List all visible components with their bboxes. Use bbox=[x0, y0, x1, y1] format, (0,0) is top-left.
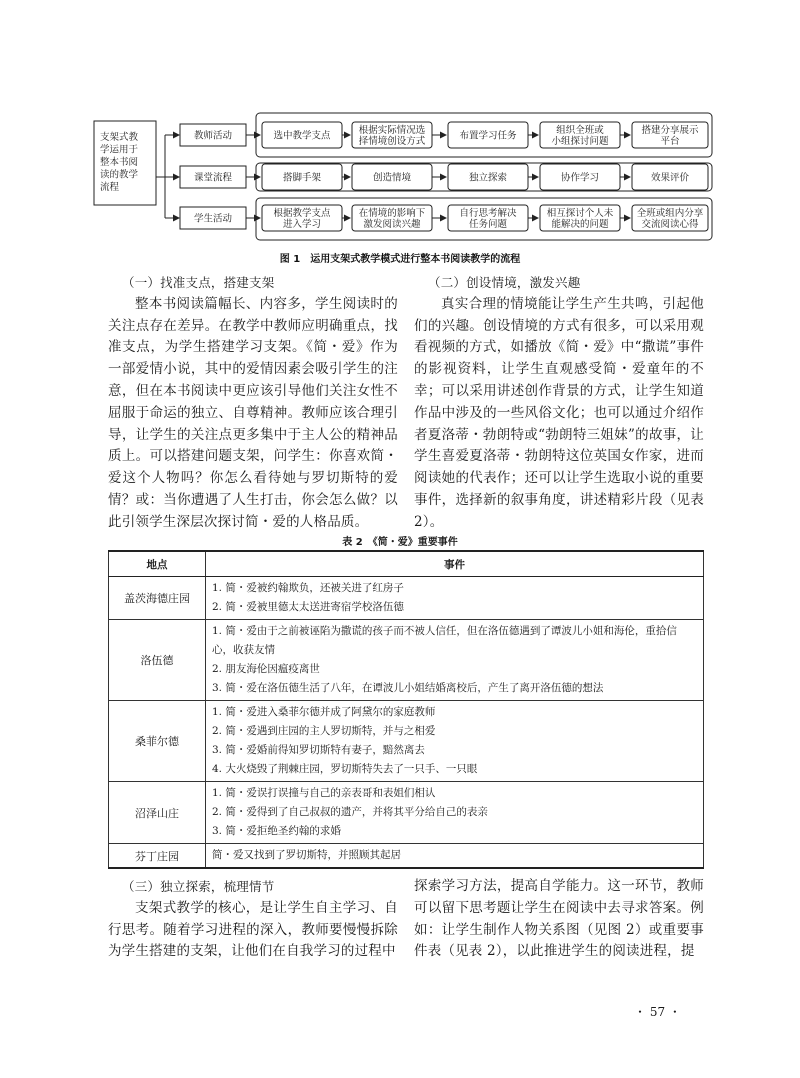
flow-step-label: 协作学习 bbox=[560, 172, 600, 184]
flow-step-label: 择情境创设方式 bbox=[358, 136, 426, 147]
event-item: 3. 简・爱拒绝圣约翰的求婚 bbox=[212, 825, 341, 837]
table-row bbox=[109, 844, 704, 869]
flow-step-label: 根据实际情况选 bbox=[358, 125, 426, 136]
event-item: 1. 简・爱由于之前被诬陷为撒谎的孩子而不被人信任，但在洛伍德遇到了谭波儿小姐和海伦，重拾信心，收获友情 bbox=[212, 625, 677, 656]
flow-step-label: 效果评价 bbox=[650, 172, 690, 184]
flow-step-label: 自行思考解决 bbox=[459, 208, 517, 219]
table-header-row bbox=[109, 551, 704, 577]
flow-step-label: 能解决的问题 bbox=[551, 219, 609, 230]
section-2 bbox=[414, 272, 704, 534]
table-caption: 表 2 《简・爱》重要事件 bbox=[342, 537, 458, 548]
section-3-paragraph: 支架式教学的核心，是让学生自主学习、自行思考。随着学习进程的深入，教师要慢慢拆除为学生搭建的支架，让他们在自我学习的过程中 bbox=[108, 899, 398, 960]
section-1-paragraph: 整本书阅读篇幅长、内容多，学生阅读时的关注点存在差异。在教学中教师应明确重点，找准支点，为学生搭建学习支架。《简・爱》作为一部爱情小说，其中的爱情因素会吸引学生的注意，但在本书阅读中更应该引导他们关注女性不屈服于命运的独立、自尊精神。教师应该合理引导，让学生的关注点更多集中于主人公的精神品质上。可以搭建问题支架，问学生：你喜欢简・爱这个人物吗？你怎么看待她与罗切斯特的爱情？或：当你遭遇了人生打击，你会怎么做？以此引领学生深层次探讨简・爱的人格品质。 bbox=[108, 295, 398, 530]
flow-root-label: 整本书阅 bbox=[100, 157, 139, 168]
table-cell-location: 盖茨海德庄园 bbox=[109, 577, 206, 620]
event-item: 2. 简・爱得到了自己叔叔的遗产，并将其平分给自己的表亲 bbox=[212, 806, 488, 818]
table-cell-events bbox=[206, 620, 704, 701]
section-2-paragraph: 真实合理的情境能让学生产生共鸣，引起他们的兴趣。创设情境的方式有很多，可以采用观看视频的方式，如播放《简・爱》中“撒谎”事件的影视资料，让学生直观感受简・爱童年的不幸；可以采用讲述创作背景的方式，让学生知道作品中涉及的一些风俗文化；也可以通过介绍作者夏洛蒂・勃朗特或“勃朗特三姐妹”的故事，让学生喜爱夏洛蒂・勃朗特这位英国女作家，进而阅读她的代表作；还可以让学生选取小说的重要事件，选择新的叙事角度，讲述精彩片段（见表 2）。 bbox=[414, 295, 704, 530]
flow-diagram-svg bbox=[0, 0, 800, 250]
table-cell-events bbox=[206, 577, 704, 620]
figure-caption: 图 1 运用支架式教学模式进行整本书阅读教学的流程 bbox=[279, 254, 521, 265]
flow-diagram bbox=[0, 0, 800, 250]
section-3-continued-paragraph: 探索学习方法，提高自学能力。这一环节，教师可以留下思考题让学生在阅读中去寻求答案。例如：让学生制作人物关系图（见图 2）或重要事件表（见表 2），以此推进学生的阅读进程，提 bbox=[414, 878, 704, 960]
table-cell-events bbox=[206, 701, 704, 782]
section-1 bbox=[108, 272, 398, 534]
event-item: 简・爱又找到了罗切斯特，并照顾其起居 bbox=[212, 849, 401, 861]
flow-row-label: 学生活动 bbox=[193, 213, 233, 225]
event-item: 1. 简・爱误打误撞与自己的亲表哥和表姐们相认 bbox=[212, 787, 436, 799]
event-item: 2. 简・爱被里德太太送进寄宿学校洛伍德 bbox=[212, 601, 404, 613]
table-row bbox=[109, 577, 704, 620]
section-3-continued bbox=[414, 876, 704, 963]
flow-step-label: 小组探讨问题 bbox=[551, 136, 609, 147]
table-cell-location: 芬丁庄园 bbox=[109, 844, 206, 869]
flow-step-label: 交流阅读心得 bbox=[641, 219, 699, 230]
event-item: 2. 简・爱遇到庄园的主人罗切斯特，并与之相爱 bbox=[212, 725, 436, 737]
flow-root-label: 读的教学 bbox=[100, 169, 139, 181]
flow-step-label: 布置学习任务 bbox=[459, 130, 517, 142]
section-1-heading: （一）找准支点，搭建支架 bbox=[122, 275, 275, 290]
flow-step-label: 根据教学支点 bbox=[273, 208, 331, 219]
event-item: 3. 简・爱婚前得知罗切斯特有妻子，黯然离去 bbox=[212, 744, 425, 756]
flow-root-label: 流程 bbox=[100, 182, 120, 193]
event-item: 1. 简・爱被约翰欺负，还被关进了红房子 bbox=[212, 582, 404, 594]
flow-step-label: 进入学习 bbox=[282, 219, 322, 230]
table-cell-location: 桑菲尔德 bbox=[109, 701, 206, 782]
table-cell-events bbox=[206, 844, 704, 869]
table-row bbox=[109, 701, 704, 782]
table-cell-events bbox=[206, 782, 704, 844]
header-location: 地点 bbox=[109, 551, 206, 577]
section-3-heading: （三）独立探索，梳理情节 bbox=[122, 879, 275, 894]
header-events: 事件 bbox=[206, 551, 704, 577]
flow-root-label: 学运用于 bbox=[100, 144, 139, 156]
table-row bbox=[109, 620, 704, 701]
table-body bbox=[109, 577, 704, 869]
flow-step-label: 选中教学支点 bbox=[273, 130, 331, 142]
events-table bbox=[108, 550, 704, 869]
flow-step-label: 相互探讨个人未 bbox=[546, 208, 614, 219]
flow-step-label: 搭建分享展示 bbox=[641, 125, 699, 136]
flow-step-label: 任务问题 bbox=[468, 219, 508, 230]
flow-step-label: 激发阅读兴趣 bbox=[363, 219, 421, 230]
event-item: 4. 大火烧毁了荆棘庄园，罗切斯特失去了一只手、一只眼 bbox=[212, 763, 478, 775]
flow-root-label: 支架式教 bbox=[100, 132, 139, 143]
flow-row-label: 教师活动 bbox=[193, 130, 233, 142]
flow-step-label: 创造情境 bbox=[372, 172, 412, 184]
event-item: 2. 朋友海伦因瘟疫离世 bbox=[212, 663, 320, 675]
flow-row-label: 课堂流程 bbox=[193, 172, 233, 184]
table-row bbox=[109, 782, 704, 844]
event-item: 3. 简・爱在洛伍德生活了八年，在谭波儿小姐结婚离校后，产生了离开洛伍德的想法 bbox=[212, 682, 604, 694]
flow-step-label: 在情境的影响下 bbox=[358, 208, 426, 219]
flow-step-label: 平台 bbox=[660, 136, 680, 147]
flow-step-label: 搭脚手架 bbox=[282, 172, 322, 184]
flow-step-label: 组织全班或 bbox=[556, 125, 604, 136]
event-item: 1. 简・爱进入桑菲尔德并成了阿黛尔的家庭教师 bbox=[212, 706, 436, 718]
page-number: ・ 57 ・ bbox=[634, 1005, 681, 1019]
section-3 bbox=[108, 876, 398, 963]
flow-step-label: 独立探索 bbox=[468, 172, 508, 184]
flow-step-label: 全班或组内分享 bbox=[636, 208, 704, 219]
table-cell-location: 沼泽山庄 bbox=[109, 782, 206, 844]
section-2-heading: （二）创设情境，激发兴趣 bbox=[428, 275, 581, 290]
table-cell-location: 洛伍德 bbox=[109, 620, 206, 701]
